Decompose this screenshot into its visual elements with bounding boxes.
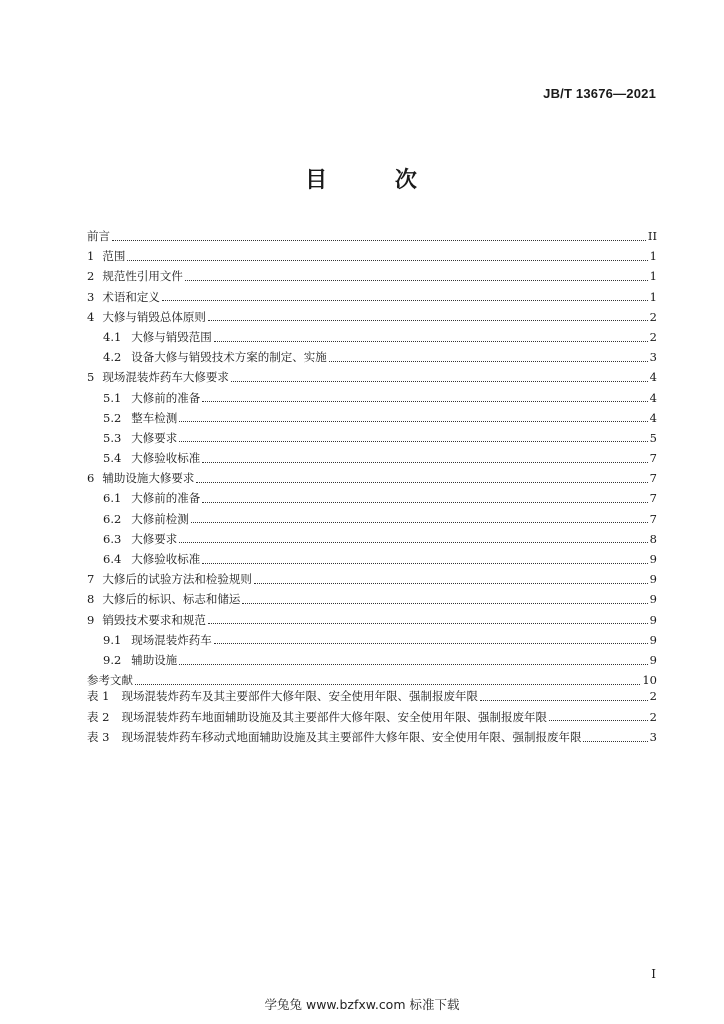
table-entry-page: 3 xyxy=(649,730,657,744)
toc-entry-number: 6.2 xyxy=(103,511,122,526)
toc-entry[interactable] xyxy=(87,287,657,307)
toc-entry-label xyxy=(103,388,200,408)
toc-entry-page: 2 xyxy=(649,309,657,324)
toc-entry-text: 现场混装炸药车大修要求 xyxy=(102,370,229,385)
table-entry-number: 表 2 xyxy=(87,709,110,724)
dot-leader xyxy=(480,700,648,701)
dot-leader xyxy=(162,300,648,301)
toc-entry-number: 2 xyxy=(87,269,95,284)
toc-entry[interactable] xyxy=(87,327,657,347)
dot-leader xyxy=(231,381,648,382)
toc-entry-number: 5.1 xyxy=(103,390,122,405)
toc-entry-label xyxy=(87,266,183,286)
dot-leader xyxy=(112,240,646,241)
toc-entry-number: 5.4 xyxy=(103,451,122,466)
dot-leader xyxy=(179,664,647,665)
toc-entry-text: 规范性引用文件 xyxy=(102,269,183,284)
toc-entry-page: 9 xyxy=(649,632,657,647)
table-entry-label xyxy=(87,727,581,748)
toc-entry-label xyxy=(103,488,200,508)
toc-entry-label xyxy=(103,630,212,650)
toc-entry-text: 大修前的准备 xyxy=(131,491,201,506)
table-entry-text: 现场混装炸药车地面辅助设施及其主要部件大修年限、安全使用年限、强制报废年限 xyxy=(121,709,547,724)
toc-entry-page: 9 xyxy=(649,552,657,566)
toc-entry[interactable] xyxy=(87,347,657,367)
dot-leader xyxy=(242,603,647,604)
dot-leader xyxy=(208,623,648,624)
toc-entry-number: 9.2 xyxy=(103,652,122,667)
toc-entry-text: 大修验收标准 xyxy=(131,552,201,566)
toc-entry-page: 3 xyxy=(649,350,657,365)
dot-leader xyxy=(214,643,648,644)
toc-entry-label xyxy=(87,569,252,589)
dot-leader xyxy=(202,502,647,503)
toc-entry-label xyxy=(103,428,177,448)
toc-entry-label xyxy=(87,287,160,307)
toc-entry-text: 大修后的试验方法和检验规则 xyxy=(102,572,252,587)
toc-entry[interactable] xyxy=(87,468,657,488)
toc-entry-text: 参考文献 xyxy=(87,673,133,688)
toc-entry-page: 2 xyxy=(649,329,657,344)
toc-entry-number: 6.3 xyxy=(103,531,122,546)
toc-entry-text: 大修要求 xyxy=(131,531,178,546)
dot-leader xyxy=(179,421,647,422)
toc-entry-page: 10 xyxy=(642,673,657,688)
toc-entry-label xyxy=(103,549,200,569)
toc-entry[interactable] xyxy=(87,488,657,508)
list-of-tables xyxy=(87,686,657,748)
dot-leader xyxy=(208,320,648,321)
toc-entry-label xyxy=(103,509,189,529)
table-of-contents xyxy=(87,226,657,690)
toc-entry-page: 9 xyxy=(649,612,657,627)
dot-leader xyxy=(329,361,648,362)
page-number: I xyxy=(651,967,656,981)
table-list-entry[interactable] xyxy=(87,727,657,748)
table-entry-label xyxy=(87,686,478,707)
toc-entry-number: 1 xyxy=(87,249,95,264)
toc-entry-number: 6 xyxy=(87,471,95,486)
toc-entry-text: 前言 xyxy=(87,229,110,243)
toc-entry[interactable] xyxy=(87,367,657,387)
toc-entry-number: 6.4 xyxy=(103,552,122,566)
toc-entry-page: 4 xyxy=(649,390,657,405)
toc-entry[interactable] xyxy=(87,388,657,408)
toc-entry-label xyxy=(103,408,177,428)
toc-entry[interactable] xyxy=(87,246,657,266)
dot-leader xyxy=(196,482,647,483)
toc-entry-number: 8 xyxy=(87,592,95,607)
toc-entry[interactable] xyxy=(87,610,657,630)
toc-entry-label xyxy=(87,226,110,246)
toc-entry-page: 9 xyxy=(649,592,657,607)
toc-entry-page: 4 xyxy=(649,370,657,385)
dot-leader xyxy=(214,341,648,342)
toc-entry[interactable] xyxy=(87,549,657,569)
toc-entry[interactable] xyxy=(87,650,657,670)
dot-leader xyxy=(185,280,648,281)
toc-entry-number: 9 xyxy=(87,612,95,627)
toc-entry-number: 4.2 xyxy=(103,350,122,365)
toc-entry-page: 1 xyxy=(649,289,657,304)
dot-leader xyxy=(202,462,647,463)
table-entry-number: 表 1 xyxy=(87,689,110,703)
footer-watermark: 学兔兔 www.bzfxw.com 标准下载 xyxy=(264,997,460,1012)
toc-entry-text: 范围 xyxy=(102,249,126,264)
toc-entry-label xyxy=(103,448,200,468)
toc-entry-number: 5 xyxy=(87,370,95,385)
table-list-entry[interactable] xyxy=(87,707,657,728)
toc-entry[interactable] xyxy=(87,569,657,589)
toc-entry-page: 7 xyxy=(649,491,657,506)
table-entry-text: 现场混装炸药车移动式地面辅助设施及其主要部件大修年限、安全使用年限、强制报废年限 xyxy=(121,730,582,744)
toc-entry-label xyxy=(87,307,206,327)
toc-entry-number: 6.1 xyxy=(103,491,122,506)
toc-entry-text: 辅助设施大修要求 xyxy=(102,471,195,486)
page-title: 目 次 xyxy=(305,167,447,193)
toc-entry-text: 术语和定义 xyxy=(102,289,160,304)
toc-entry-page: II xyxy=(647,229,657,243)
toc-entry-page: 7 xyxy=(649,451,657,466)
toc-entry-page: 8 xyxy=(649,531,657,546)
toc-entry-text: 大修后的标识、标志和储运 xyxy=(102,592,241,607)
dot-leader xyxy=(135,684,640,685)
toc-entry-label xyxy=(87,246,125,266)
dot-leader xyxy=(179,441,647,442)
toc-entry-page: 5 xyxy=(649,430,657,445)
toc-entry-label xyxy=(87,610,206,630)
toc-entry[interactable] xyxy=(87,630,657,650)
toc-entry[interactable] xyxy=(87,408,657,428)
toc-entry-page: 4 xyxy=(649,410,657,425)
toc-entry-text: 整车检测 xyxy=(131,410,178,425)
toc-entry-text: 现场混装炸药车 xyxy=(131,632,212,647)
dot-leader xyxy=(202,563,647,564)
toc-entry[interactable] xyxy=(87,266,657,286)
toc-entry-page: 1 xyxy=(649,249,657,264)
toc-entry-text: 大修前的准备 xyxy=(131,390,201,405)
toc-entry-page: 9 xyxy=(649,572,657,587)
toc-entry-page: 9 xyxy=(649,652,657,667)
toc-entry[interactable] xyxy=(87,448,657,468)
toc-entry-number: 5.2 xyxy=(103,410,122,425)
toc-entry-text: 大修验收标准 xyxy=(131,451,201,466)
toc-entry[interactable] xyxy=(87,307,657,327)
table-list-entry[interactable] xyxy=(87,686,657,707)
dot-leader xyxy=(202,401,647,402)
toc-entry-text: 大修前检测 xyxy=(131,511,189,526)
toc-entry-number: 4 xyxy=(87,309,95,324)
toc-entry-page: 7 xyxy=(649,471,657,486)
toc-entry-text: 销毁技术要求和规范 xyxy=(102,612,206,627)
toc-entry-label xyxy=(103,650,177,670)
toc-entry-page: 7 xyxy=(649,511,657,526)
toc-entry-number: 3 xyxy=(87,289,95,304)
toc-entry-number: 4.1 xyxy=(103,329,122,344)
toc-entry[interactable] xyxy=(87,589,657,609)
toc-entry-text: 设备大修与销毁技术方案的制定、实施 xyxy=(131,350,327,365)
table-entry-page: 2 xyxy=(649,689,657,703)
toc-entry-label xyxy=(87,589,240,609)
dot-leader xyxy=(583,741,647,742)
toc-entry-label xyxy=(103,529,177,549)
toc-entry[interactable] xyxy=(87,509,657,529)
toc-entry-number: 9.1 xyxy=(103,632,122,647)
standard-code: JB/T 13676—2021 xyxy=(543,86,656,101)
toc-entry-text: 大修要求 xyxy=(131,430,178,445)
toc-entry-text: 大修与销毁总体原则 xyxy=(102,309,206,324)
table-entry-number: 表 3 xyxy=(87,730,110,744)
toc-entry-text: 辅助设施 xyxy=(131,652,178,667)
toc-entry[interactable] xyxy=(87,226,657,246)
toc-entry-label xyxy=(87,367,229,387)
toc-entry[interactable] xyxy=(87,428,657,448)
toc-entry-label xyxy=(103,327,212,347)
toc-entry-number: 5.3 xyxy=(103,430,122,445)
toc-entry-label xyxy=(103,347,327,367)
toc-entry-label xyxy=(87,468,194,488)
table-entry-label xyxy=(87,707,547,728)
dot-leader xyxy=(179,542,647,543)
toc-entry-number: 7 xyxy=(87,572,95,587)
dot-leader xyxy=(549,720,648,721)
table-entry-page: 2 xyxy=(649,709,657,724)
toc-entry[interactable] xyxy=(87,529,657,549)
dot-leader xyxy=(191,522,648,523)
toc-entry-page: 1 xyxy=(649,269,657,284)
dot-leader xyxy=(254,583,648,584)
table-entry-text: 现场混装炸药车及其主要部件大修年限、安全使用年限、强制报废年限 xyxy=(121,689,478,703)
toc-entry-text: 大修与销毁范围 xyxy=(131,329,212,344)
dot-leader xyxy=(127,260,647,261)
